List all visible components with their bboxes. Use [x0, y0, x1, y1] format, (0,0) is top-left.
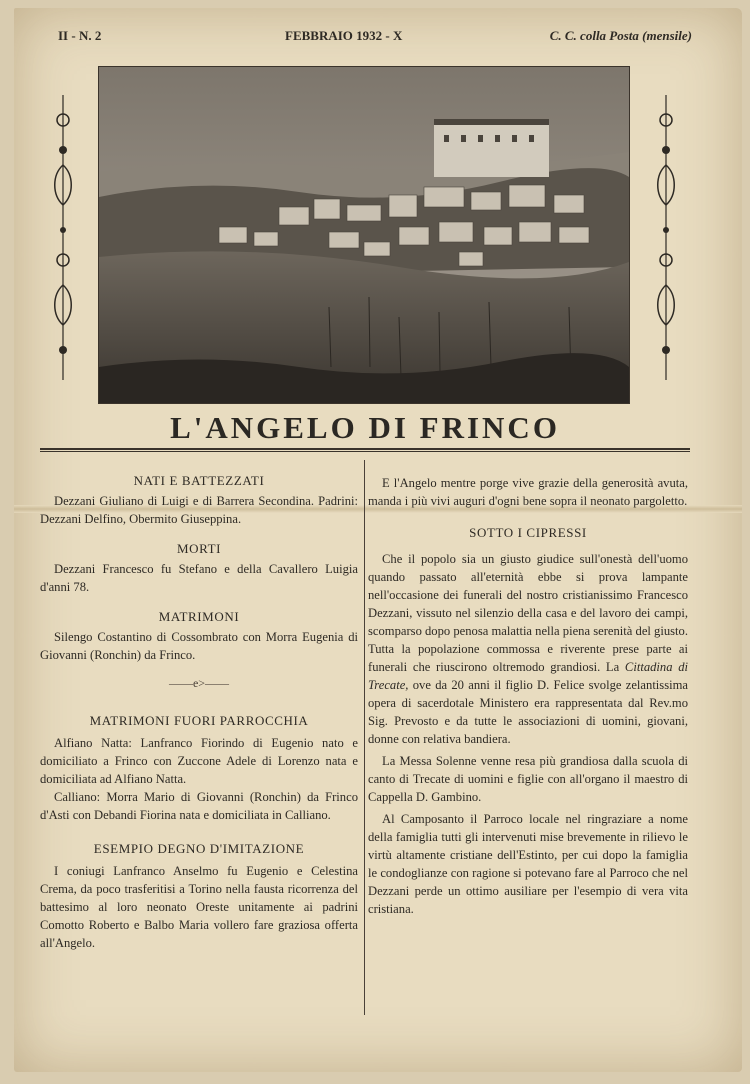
cipressi-text-1-italic: Cittadina di Trecate, [368, 660, 688, 692]
nati-text: Dezzani Giuliano di Luigi e di Barrera Secondina. Padrini: Dezzani Delfino, Obermito Giuseppina. [40, 494, 358, 526]
fuori-text-2: Calliano: Morra Mario di Giovanni (Ronchin) da Frinco d'Asti con Debandi Fiorina nata e domiciliata in Calliano. [40, 790, 358, 822]
cipressi-text-1b: ove da 20 anni il figlio D. Felice svolge zelantissima opera di sacerdotale Ministero era rappresentata dal Rev.mo Sig. Prevosto e da tutte le associazioni di uomini, giovani, donne con relativa bandiera. [368, 678, 688, 746]
issue-date: FEBBRAIO 1932 - X [285, 28, 403, 43]
village-photo [98, 66, 630, 404]
column-divider [364, 460, 365, 1015]
intro-text: E l'Angelo mentre porge vive grazie della generosità avuta, manda i più vivi auguri d'ogni bene sopra il neonato pargoletto. [368, 476, 688, 508]
section-title-fuori: MATRIMONI FUORI PARROCCHIA [89, 713, 309, 728]
left-column [40, 472, 358, 952]
cipressi-text-1 [368, 550, 688, 748]
fuori-text-1: Alfiano Natta: Lanfranco Fiorindo di Eugenio nato e domiciliato a Frinco con Zuccone Adele di Lorenzo nata e domiciliata ad Alfiano Natta. [40, 736, 358, 786]
esempio-text: I coniugi Lanfranco Anselmo fu Eugenio e Celestina Crema, da poco trasferitisi a Torino nella fausta ricorrenza del battesimo al loro neonato Oreste unitamente ai padrini Comotto Roberto e Balbo Maria vollero fare graziosa offerta all'Angelo. [40, 864, 358, 950]
matrimoni-text: Silengo Costantino di Cossombrato con Morra Eugenia di Giovanni (Ronchin) da Frinco. [40, 630, 358, 662]
masthead-rule-thin [40, 451, 690, 452]
morti-text: Dezzani Francesco fu Stefano e della Cavallero Luigia d'anni 78. [40, 562, 358, 594]
section-title-matrimoni: MATRIMONI [158, 609, 240, 624]
issue-header [40, 28, 692, 46]
section-title-morti: MORTI [176, 541, 222, 556]
section-title-cipressi: SOTTO I CIPRESSI [469, 525, 587, 540]
masthead-rule [40, 448, 690, 450]
right-column [368, 474, 688, 918]
cipressi-text-2: La Messa Solenne venne resa più grandiosa dalla scuola di canto di Trecate di uomini e figlie con all'organo il maestro di Cappella D. Gambino. [368, 754, 688, 804]
left-ornament-icon [52, 95, 74, 380]
section-title-esempio: ESEMPIO DEGNO D'IMITAZIONE [93, 841, 305, 856]
cipressi-text-3: Al Camposanto il Parroco locale nel ringraziare a nome della famiglia tutti gli intervenuti mise brevemente in rilievo le virtù altamente cristiane dell'Estinto, per cui dopo la famiglia le condoglianze con ragione si potevano fare al Parroco che nel Dezzani perde un ottimo ausiliare per l'esempio di vera vita cristiana. [368, 812, 688, 916]
issue-number: II - N. 2 [58, 28, 102, 43]
section-title-nati: NATI E BATTEZZATI [133, 473, 265, 488]
right-ornament-icon [655, 95, 677, 380]
section-divider: ——e>—— [168, 676, 230, 690]
postal-note: C. C. colla Posta (mensile) [549, 28, 692, 43]
cipressi-text-1a: Che il popolo sia un giusto giudice sull'onestà dell'uomo quando passato all'eternità ebbe si prova lampante nell'occasione dei funerali del nostro cristianissimo Francesco Dezzani, vissuto nel silenzio della casa e del lavoro dei campi, scomparso dopo penosa malattia nella piena serenità del giusto. Tutta la popolazione commossa e riverente prese parte ai funerali che riuscirono oltremodo grandiosi. La [368, 552, 688, 674]
masthead-title: L'ANGELO DI FRINCO [170, 410, 560, 445]
